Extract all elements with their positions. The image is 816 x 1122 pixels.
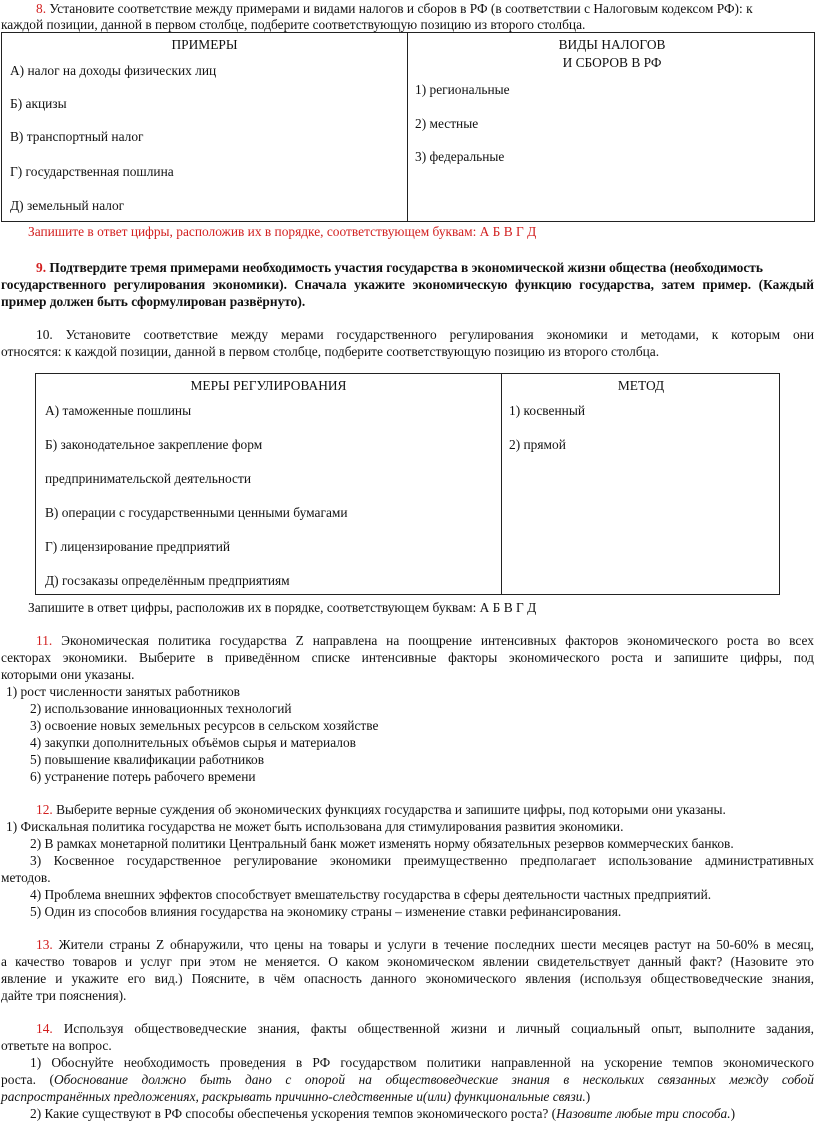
q9-number: 9.	[36, 260, 47, 275]
q10-left-item-e: Д) госзаказы определённым предприятиям	[45, 573, 290, 588]
q10-answer-note: Запишите в ответ цифры, расположив их в порядке, соответствующем буквам: А Б В Г Д	[28, 600, 537, 615]
q8-number: 8.	[36, 1, 47, 16]
q13-line4: дайте три пояснения).	[1, 988, 127, 1003]
q13-text-1: Жители страны Z обнаружили, что цены на товары и услуги в течение последних шести месяцев растут на 50-60% в месяц,	[58, 937, 814, 952]
q10-table-divider	[501, 374, 502, 594]
q8-left-item-d: Г) государственная пошлина	[10, 164, 174, 179]
q14-p2-b: Назовите любые три способа.	[556, 1106, 731, 1121]
q10-right-header: МЕТОД	[617, 378, 665, 393]
q14-p1-line3-c: )	[585, 1089, 591, 1104]
q8-right-header-2: И СБОРОВ В РФ	[562, 55, 662, 70]
q14-p1-line3-b: распространённых предложениях, раскрывать причинно-следственные и(или) функциональные связи.	[1, 1089, 586, 1104]
q12-item-2: 2) В рамках монетарной политики Центральный банк может изменять норму обязательных резервов коммерческих банков.	[30, 836, 734, 851]
q9-text-1: Подтвердите тремя примерами необходимость участия государства в экономической жизни общества (необходимость	[49, 260, 763, 275]
q8-table	[1, 32, 815, 222]
q13-number: 13.	[36, 937, 53, 952]
q14-number: 14.	[36, 1021, 53, 1036]
q11-item-2: 2) использование инновационных технологий	[30, 701, 292, 716]
q12-item-5: 5) Один из способов влияния государства на экономику страны – изменение ставки рефинансирования.	[30, 904, 622, 919]
q10-number: 10.	[36, 327, 53, 342]
q12-text-1: Выберите верные суждения об экономических функциях государства и запишите цифры, под которыми они указаны.	[56, 802, 726, 817]
q8-left-item-c: В) транспортный налог	[10, 129, 144, 144]
q12-line1	[36, 801, 726, 818]
q14-text-1: Используя обществоведческие знания, факты общественной жизни и личный социальный опыт, выполните задания,	[63, 1021, 814, 1036]
q11-item-6: 6) устранение потерь рабочего времени	[30, 769, 256, 784]
q12-item-3-cont: методов.	[1, 870, 51, 885]
q14-line2: ответьте на вопрос.	[1, 1038, 112, 1053]
q14-p2-a: 2) Какие существуют в РФ способы обеспеченья ускорения темпов экономического роста? (	[30, 1106, 557, 1121]
q11-line1	[36, 632, 814, 649]
q11-line3: которыми они указаны.	[1, 667, 135, 682]
q11-line2: секторах экономики. Выберите в приведённом списке интенсивные факторы экономического роста и запишите цифры, под	[1, 650, 814, 665]
q8-text-1: Установите соответствие между примерами и видами налогов и сборов в РФ (в соответствии с Налоговым кодексом РФ): к	[49, 1, 753, 16]
q14-p1-line1: 1) Обоснуйте необходимость проведения в РФ государством политики направленной на ускорение темпов экономического	[30, 1055, 814, 1070]
q14-p1-line2	[1, 1071, 814, 1088]
q14-p1-line2-a: роста. (	[1, 1072, 55, 1087]
q10-text-1: Установите соответствие между мерами государственного регулирования экономики и методами, к которым они	[65, 327, 814, 342]
q12-item-1: 1) Фискальная политика государства не может быть использована для стимулирования развития экономики.	[6, 819, 624, 834]
q8-right-item-1: 1) региональные	[415, 82, 510, 97]
q14-p1-line2-b: Обоснование должно быть дано с опорой на обществоведческие знания в нескольких связанных между собой	[54, 1072, 815, 1087]
q9-line1	[36, 259, 814, 276]
q14-line1	[36, 1020, 814, 1037]
q10-right-item-2: 2) прямой	[509, 437, 566, 452]
q11-item-3: 3) освоение новых земельных ресурсов в сельском хозяйстве	[30, 718, 379, 733]
q10-left-item-b-cont: предпринимательской деятельности	[45, 471, 251, 486]
q10-left-header: МЕРЫ РЕГУЛИРОВАНИЯ	[190, 378, 347, 393]
q8-right-item-2: 2) местные	[415, 116, 479, 131]
q8-right-header-1: ВИДЫ НАЛОГОВ	[558, 37, 666, 52]
q13-line1	[36, 936, 814, 953]
q9-line3: пример должен быть сформулирован развёрнуто).	[1, 294, 306, 309]
q10-left-item-b: Б) законодательное закрепление форм	[45, 437, 263, 452]
q13-line3: явление и укажите его вид.) Поясните, в чём опасность данного экономического явления (используя обществоведческие знания,	[1, 971, 814, 986]
q13-line2: а качество товаров и услуг при этом не меняется. О каком экономическом явлении свидетельствует данный факт? (Назовите это	[1, 954, 814, 969]
q8-intro-line1	[36, 0, 814, 17]
q12-number: 12.	[36, 802, 53, 817]
q8-left-item-a: А) налог на доходы физических лиц	[10, 63, 217, 78]
q11-text-1: Экономическая политика государства Z направлена на поощрение интенсивных факторов экономического роста во всех	[61, 633, 814, 648]
q8-left-header: ПРИМЕРЫ	[171, 37, 238, 52]
q14-p2-c: )	[730, 1106, 736, 1121]
q10-table	[35, 373, 780, 595]
q10-right-item-1: 1) косвенный	[509, 403, 585, 418]
q14-p1-line3	[1, 1088, 590, 1105]
q10-left-item-a: А) таможенные пошлины	[45, 403, 192, 418]
q8-left-item-b: Б) акцизы	[10, 96, 67, 111]
q8-answer-note: Запишите в ответ цифры, расположив их в порядке, соответствующем буквам: А Б В Г Д	[28, 224, 537, 239]
q10-line2: относятся: к каждой позиции, данной в первом столбце, подберите соответствующую позицию из второго столбца.	[1, 344, 660, 359]
q10-line1	[36, 326, 814, 343]
q8-right-item-3: 3) федеральные	[415, 149, 505, 164]
q9-line2: государственного регулирования экономики). Сначала укажите экономическую функцию государства, затем пример. (Каждый	[1, 277, 814, 292]
q10-left-item-d: Г) лицензирование предприятий	[45, 539, 231, 554]
q12-item-3: 3) Косвенное государственное регулирование экономики преимущественно предполагает использование административных	[30, 853, 814, 868]
q10-left-item-c: В) операции с государственными ценными бумагами	[45, 505, 348, 520]
q11-item-4: 4) закупки дополнительных объёмов сырья и материалов	[30, 735, 356, 750]
q11-item-5: 5) повышение квалификации работников	[30, 752, 265, 767]
q8-left-item-e: Д) земельный налог	[10, 198, 125, 213]
q11-item-1: 1) рост численности занятых работников	[6, 684, 240, 699]
q12-item-4: 4) Проблема внешних эффектов способствует вмешательству государства в сферы деятельности частных предприятий.	[30, 887, 712, 902]
q14-p2	[30, 1105, 735, 1122]
q8-intro-line2: каждой позиции, данной в первом столбце, подберите соответствующую позицию из второго столбца.	[1, 17, 586, 32]
q11-number: 11.	[36, 633, 53, 648]
